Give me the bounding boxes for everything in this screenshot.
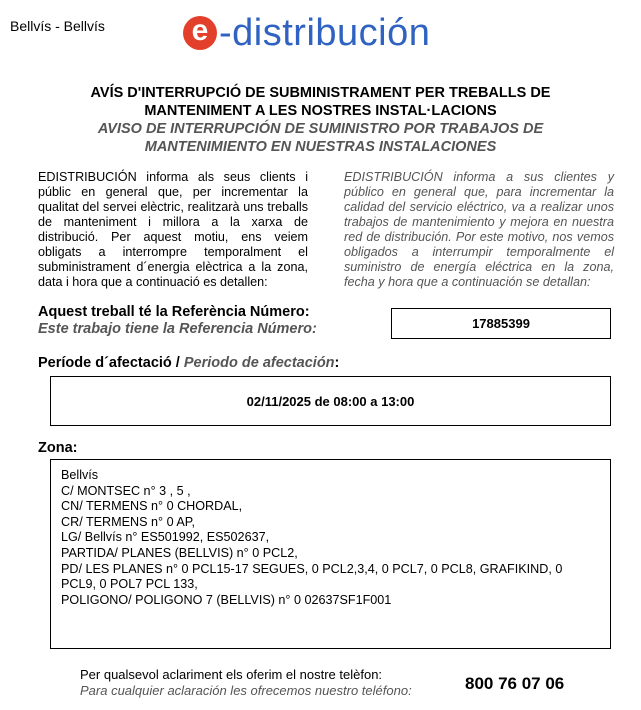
- period-label-spanish: Periodo de afectación: [183, 355, 335, 371]
- reference-label-spanish: Este trabajo tiene la Referencia Número:: [38, 321, 317, 337]
- title-ca-line2: MANTENIMENT A LES NOSTRES INSTAL·LACIONS: [144, 103, 497, 119]
- zone-line: PARTIDA/ PLANES (BELLVIS) n° 0 PCL2,: [61, 545, 298, 560]
- zone-line: POLIGONO/ POLIGONO 7 (BELLVIS) n° 0 02637SF1F001: [61, 592, 392, 607]
- phone-number: 800 76 07 06: [465, 674, 565, 693]
- zone-box: [50, 459, 611, 649]
- period-label-catalan: Període d´afectació /: [38, 355, 184, 371]
- zone-line: PCL9, 0 POL7 PCL 133,: [61, 577, 198, 592]
- logo-text: -distribución: [219, 12, 431, 54]
- intro-text-spanish: EDISTRIBUCIÓN informa a sus clientes y público en general que, para incrementar la calidad del servicio eléctrico, va a realizar unos trabajos de mantenimiento y mejora en nuestra red de distribución. Por este motivo, nos vemos obligados a interrumpir temporalmente el suministro de energía eléctrica en la zona, fecha y hora que a continuación se detallan:: [344, 170, 614, 289]
- location-label: Bellvís - Bellvís: [10, 18, 105, 34]
- zone-line: LG/ Bellvís n° ES501992, ES502637,: [61, 530, 270, 545]
- zone-line: CN/ TERMENS n° 0 CHORDAL,: [61, 499, 243, 514]
- title-es-line1: AVISO DE INTERRUPCIÓN DE SUMINISTRO POR TRABAJOS DE: [97, 121, 544, 137]
- notice-title-catalan: [0, 84, 641, 120]
- zone-line: CR/ TERMENS n° 0 AP,: [61, 514, 196, 529]
- period-box: [50, 376, 611, 426]
- reference-number: 17885399: [472, 316, 530, 331]
- zone-label: Zona:: [38, 440, 78, 456]
- zone-line: Bellvís: [61, 468, 99, 482]
- zone-line: C/ MONTSEC n° 3 , 5 ,: [61, 483, 191, 498]
- intro-text-catalan: EDISTRIBUCIÓN informa als seus clients i públic en general que, per incrementar la qualitat del servei elèctric, realitzarà uns treballs de manteniment i millora a la xarxa de distribució. Per aquest motiu, ens veiem obligats a interrompre temporalment el subministrament d´energia elèctrica a la zona, data i hora que a continuació es detallen:: [38, 170, 308, 289]
- zone-line: PD/ LES PLANES n° 0 PCL15-17 SEGUES, 0 PCL2,3,4, 0 PCL7, 0 PCL8, GRAFIKIND, 0: [61, 561, 563, 576]
- period-label: [38, 354, 339, 372]
- footer-text-catalan: Per qualsevol aclariment els oferim el nostre telèfon:: [80, 667, 383, 682]
- title-es-line2: MANTENIMIENTO EN NUESTRAS INSTALACIONES: [144, 139, 497, 155]
- reference-label-catalan: Aquest treball té la Referència Número:: [38, 304, 310, 320]
- logo-e-icon: e: [183, 16, 217, 50]
- footer-text-spanish: Para cualquier aclaración les ofrecemos nuestro teléfono:: [80, 683, 412, 698]
- reference-number-box: [391, 308, 611, 339]
- period-value: 02/11/2025 de 08:00 a 13:00: [246, 393, 415, 409]
- period-label-colon: :: [334, 355, 340, 371]
- title-ca-line1: AVÍS D'INTERRUPCIÓ DE SUBMINISTRAMENT PER TREBALLS DE: [90, 85, 551, 101]
- notice-title-spanish: [0, 120, 641, 156]
- e-distribucion-logo: [183, 14, 430, 52]
